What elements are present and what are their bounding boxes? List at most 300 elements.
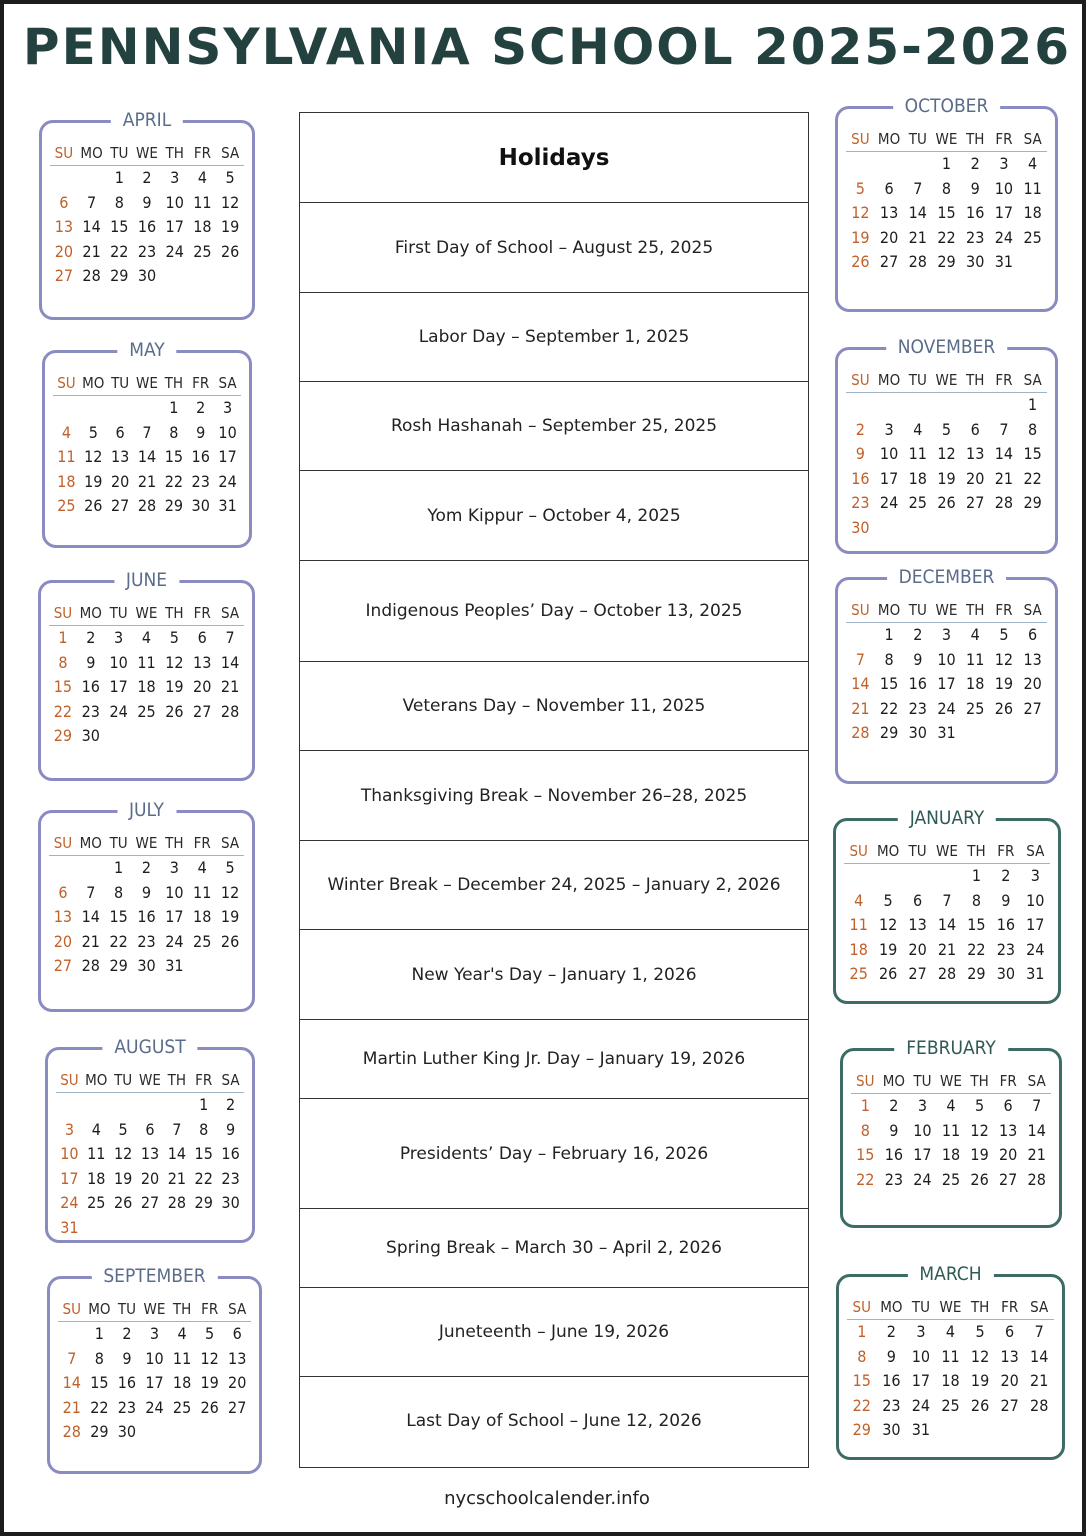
holiday-row: Last Day of School – June 12, 2026 [406, 1411, 702, 1431]
day-cell: 29 [194, 1193, 213, 1212]
holiday-row: Presidents’ Day – February 16, 2026 [300, 1099, 808, 1209]
day-cell: 7 [855, 649, 865, 669]
weekday-label: SU [851, 1069, 880, 1094]
weekday-label: SU [846, 127, 875, 152]
day-cell: 16 [851, 468, 870, 488]
day-cell: 18 [966, 674, 985, 693]
day-cell: 12 [970, 1346, 990, 1366]
day-cell: 14 [937, 915, 957, 934]
day-cell: 25 [1023, 227, 1042, 247]
day-cell: 21 [937, 939, 957, 959]
day-cell: 12 [220, 882, 240, 902]
day-cell: 12 [113, 1144, 133, 1163]
day-cell: 28 [167, 1193, 186, 1212]
month-name: JULY [117, 797, 176, 823]
day-cell: 22 [110, 241, 129, 261]
day-cell: 8 [1028, 419, 1038, 439]
day-cell: 15 [110, 217, 129, 236]
day-cell: 28 [81, 956, 100, 975]
day-cell: 28 [137, 496, 157, 515]
day-cell: 26 [84, 496, 103, 515]
weekday-label: TH [160, 601, 188, 626]
day-cell: 2 [1001, 866, 1011, 885]
day-cell: 10 [109, 652, 128, 672]
day-cell: 29 [90, 1422, 109, 1441]
month-name: JANUARY [898, 805, 996, 831]
day-cell: 29 [109, 956, 128, 975]
holidays-heading: Holidays [300, 113, 808, 203]
day-cell: 15 [53, 677, 73, 696]
month-grid [846, 368, 1047, 540]
weekday-label: FR [196, 1297, 224, 1322]
day-cell: 13 [140, 1144, 160, 1163]
day-cell: 10 [994, 178, 1014, 198]
day-cell: 4 [177, 1324, 187, 1343]
day-cell: 4 [854, 890, 864, 910]
day-cell: 1 [971, 866, 981, 885]
day-cell: 24 [994, 227, 1014, 247]
day-cell: 8 [58, 652, 68, 672]
day-cell: 23 [996, 939, 1015, 959]
month-june [38, 569, 255, 781]
day-cell: 29 [1023, 493, 1042, 512]
weekday-label: TU [110, 1068, 137, 1093]
holiday-row: Juneteenth – June 19, 2026 [300, 1288, 808, 1377]
day-cell: 16 [884, 1145, 903, 1164]
month-grid [846, 127, 1047, 275]
day-cell: 2 [196, 398, 206, 417]
day-cell: 19 [878, 939, 898, 959]
day-cell: 15 [879, 674, 899, 693]
weekday-label: TH [961, 127, 990, 152]
month-february [840, 1037, 1062, 1228]
day-cell: 14 [908, 203, 927, 222]
day-cell: 2 [889, 1096, 899, 1115]
weekday-label: SU [844, 839, 873, 864]
day-cell: 9 [913, 649, 923, 669]
day-cell: 16 [117, 1373, 137, 1392]
day-cell: 17 [60, 1168, 79, 1188]
day-cell: 28 [82, 266, 101, 285]
day-cell: 5 [225, 168, 235, 187]
month-name: FEBRUARY [894, 1035, 1008, 1061]
day-cell: 7 [999, 419, 1009, 439]
day-cell: 15 [856, 1145, 875, 1164]
day-cell: 22 [53, 701, 73, 721]
day-cell: 28 [908, 252, 927, 271]
day-cell: 2 [142, 168, 152, 187]
day-cell: 14 [167, 1144, 186, 1163]
day-cell: 25 [57, 496, 76, 515]
day-cell: 4 [197, 858, 207, 877]
weekday-label: MO [77, 831, 105, 856]
day-cell: 15 [164, 447, 183, 466]
day-cell: 3 [114, 628, 124, 647]
day-cell: 26 [970, 1169, 989, 1189]
day-cell: 17 [879, 468, 899, 488]
day-cell: 14 [220, 652, 240, 672]
month-grid [49, 601, 244, 749]
day-cell: 9 [1001, 890, 1011, 910]
day-cell: 9 [225, 1119, 236, 1139]
month-january [833, 807, 1061, 1004]
day-cell: 3 [917, 1096, 927, 1115]
weekday-label: TU [903, 839, 932, 864]
day-cell: 5 [88, 422, 98, 442]
day-cell: 8 [884, 649, 894, 669]
day-cell: 31 [937, 723, 956, 742]
day-cell: 6 [145, 1119, 155, 1139]
day-cell: 20 [1023, 674, 1042, 693]
day-cell: 23 [851, 493, 870, 512]
month-name: NOVEMBER [886, 334, 1008, 360]
weekday-label: MO [875, 368, 904, 393]
day-cell: 23 [966, 227, 985, 247]
day-cell: 5 [999, 625, 1009, 644]
day-cell: 26 [220, 931, 240, 951]
weekday-label: MO [86, 1297, 114, 1322]
weekday-label: SU [53, 371, 80, 396]
holiday-row: Yom Kippur – October 4, 2025 [300, 471, 808, 561]
day-cell: 21 [220, 677, 240, 696]
day-cell: 23 [221, 1168, 240, 1188]
day-cell: 20 [140, 1168, 160, 1188]
day-cell: 1 [941, 154, 952, 173]
empty-day [107, 396, 134, 421]
day-cell: 15 [194, 1144, 213, 1163]
weekday-label: WE [936, 1295, 966, 1320]
month-march [836, 1263, 1065, 1460]
month-grid [851, 1069, 1051, 1192]
day-cell: 3 [222, 398, 233, 417]
weekday-label: MO [875, 127, 904, 152]
weekday-label: WE [932, 127, 961, 152]
day-cell: 5 [118, 1119, 128, 1139]
day-cell: 19 [220, 217, 240, 236]
day-cell: 19 [970, 1371, 990, 1390]
day-cell: 13 [966, 444, 985, 463]
day-cell: 21 [1030, 1371, 1049, 1390]
month-name: MARCH [907, 1261, 993, 1287]
day-cell: 30 [221, 1193, 240, 1212]
holidays-table [299, 112, 809, 1468]
day-cell: 8 [860, 1120, 870, 1140]
day-cell: 2 [86, 628, 96, 647]
day-cell: 18 [57, 471, 76, 491]
empty-day [903, 393, 932, 418]
weekday-label: FR [190, 1068, 217, 1093]
day-cell: 29 [879, 723, 899, 742]
day-cell: 24 [879, 493, 899, 512]
weekday-label: TU [105, 831, 133, 856]
empty-day [78, 166, 106, 191]
weekday-label: TH [160, 371, 187, 396]
day-cell: 14 [994, 444, 1014, 463]
weekday-label: TU [105, 601, 133, 626]
day-cell: 22 [856, 1169, 875, 1189]
weekday-label: WE [937, 1069, 966, 1094]
day-cell: 4 [946, 1096, 956, 1115]
day-cell: 12 [937, 444, 956, 463]
weekday-label: SU [847, 1295, 877, 1320]
weekday-label: SA [216, 831, 244, 856]
holiday-row: Thanksgiving Break – November 26–28, 2025 [300, 751, 808, 841]
day-cell: 29 [110, 266, 129, 285]
day-cell: 20 [193, 677, 212, 696]
day-cell: 27 [140, 1193, 160, 1212]
month-grid [847, 1295, 1054, 1443]
day-cell: 7 [225, 628, 235, 647]
weekday-label: TU [107, 371, 134, 396]
day-cell: 14 [62, 1373, 81, 1392]
day-cell: 17 [1026, 915, 1045, 934]
day-cell: 17 [218, 447, 237, 466]
weekday-label: MO [875, 598, 904, 623]
day-cell: 27 [53, 956, 73, 975]
day-cell: 6 [1003, 1096, 1013, 1115]
weekday-label: SA [1018, 368, 1047, 393]
month-grid [846, 598, 1047, 746]
weekday-label: MO [77, 601, 105, 626]
day-cell: 7 [942, 890, 952, 910]
day-cell: 30 [908, 723, 927, 742]
day-cell: 4 [197, 168, 207, 187]
day-cell: 9 [142, 192, 152, 212]
day-cell: 25 [172, 1397, 192, 1417]
weekday-label: WE [137, 1068, 164, 1093]
day-cell: 19 [970, 1145, 989, 1164]
day-cell: 8 [199, 1119, 209, 1139]
day-cell: 11 [57, 447, 76, 466]
month-november [835, 336, 1058, 554]
day-cell: 22 [967, 939, 986, 959]
day-cell: 24 [145, 1397, 164, 1417]
day-cell: 26 [851, 252, 870, 271]
weekday-label: TH [160, 831, 188, 856]
weekday-label: TU [906, 1295, 936, 1320]
day-cell: 6 [1005, 1322, 1015, 1341]
day-cell: 17 [145, 1373, 164, 1392]
day-cell: 30 [851, 517, 870, 537]
day-cell: 31 [911, 1420, 931, 1439]
day-cell: 19 [937, 468, 956, 488]
day-cell: 4 [141, 628, 152, 647]
day-cell: 1 [114, 168, 124, 187]
day-cell: 26 [113, 1193, 133, 1212]
day-cell: 24 [1026, 939, 1045, 959]
day-cell: 18 [87, 1168, 106, 1188]
empty-day [903, 864, 932, 889]
day-cell: 29 [852, 1420, 871, 1439]
day-cell: 19 [220, 907, 240, 926]
day-cell: 30 [81, 726, 100, 745]
day-cell: 16 [996, 915, 1015, 934]
day-cell: 21 [851, 698, 870, 718]
day-cell: 17 [911, 1371, 931, 1390]
day-cell: 27 [908, 964, 927, 983]
empty-day [163, 1093, 190, 1118]
holiday-row: Indigenous Peoples’ Day – October 13, 2025 [300, 561, 808, 662]
empty-day [846, 623, 875, 648]
empty-day [58, 1322, 86, 1347]
day-cell: 16 [966, 203, 985, 222]
empty-day [932, 393, 961, 418]
day-cell: 8 [114, 192, 124, 212]
day-cell: 24 [913, 1169, 932, 1189]
day-cell: 13 [54, 217, 73, 236]
month-name: OCTOBER [893, 93, 1001, 119]
weekday-label: WE [141, 1297, 169, 1322]
day-cell: 30 [137, 956, 156, 975]
weekday-label: WE [932, 368, 961, 393]
day-cell: 15 [937, 203, 956, 222]
weekday-label: TH [161, 141, 189, 166]
day-cell: 3 [941, 625, 952, 644]
weekday-label: WE [932, 598, 961, 623]
empty-day [903, 152, 932, 177]
weekday-label: FR [990, 598, 1019, 623]
day-cell: 26 [200, 1397, 219, 1417]
day-cell: 29 [937, 252, 956, 271]
day-cell: 7 [913, 178, 923, 198]
day-cell: 21 [137, 471, 157, 491]
day-cell: 6 [115, 422, 125, 442]
day-cell: 20 [228, 1373, 247, 1392]
day-cell: 20 [110, 471, 130, 491]
day-cell: 21 [994, 468, 1014, 488]
day-cell: 22 [937, 227, 956, 247]
day-cell: 1 [857, 1322, 867, 1341]
weekday-label: MO [83, 1068, 110, 1093]
day-cell: 6 [59, 192, 69, 212]
empty-day [49, 856, 77, 881]
day-cell: 23 [882, 1395, 901, 1415]
day-cell: 21 [62, 1397, 81, 1417]
empty-day [50, 166, 78, 191]
day-cell: 21 [908, 227, 927, 247]
day-cell: 22 [164, 471, 183, 491]
empty-day [873, 864, 902, 889]
month-grid [53, 371, 241, 519]
day-cell: 21 [82, 241, 101, 261]
month-name: SEPTEMBER [91, 1263, 217, 1289]
day-cell: 31 [60, 1217, 79, 1237]
holiday-row: Winter Break – December 24, 2025 – January 2, 2026 [300, 841, 808, 930]
day-cell: 9 [889, 1120, 899, 1140]
day-cell: 20 [53, 931, 73, 951]
day-cell: 5 [975, 1322, 985, 1341]
empty-day [83, 1093, 110, 1118]
day-cell: 5 [205, 1324, 215, 1343]
day-cell: 3 [149, 1324, 160, 1343]
weekday-label: SA [1018, 127, 1047, 152]
weekday-label: FR [990, 127, 1019, 152]
day-cell: 18 [137, 677, 156, 696]
day-cell: 12 [200, 1348, 219, 1368]
day-cell: 26 [165, 701, 184, 721]
day-cell: 3 [884, 419, 894, 439]
day-cell: 21 [1027, 1145, 1046, 1164]
month-name: JUNE [114, 567, 179, 593]
empty-day [875, 152, 904, 177]
day-cell: 19 [200, 1373, 219, 1392]
day-cell: 11 [941, 1120, 961, 1140]
day-cell: 18 [1023, 203, 1042, 222]
day-cell: 23 [81, 701, 100, 721]
day-cell: 15 [1023, 444, 1042, 463]
day-cell: 4 [91, 1119, 101, 1139]
holiday-row: First Day of School – August 25, 2025 [300, 203, 808, 293]
day-cell: 11 [849, 915, 868, 934]
weekday-label: MO [80, 371, 107, 396]
day-cell: 10 [1026, 890, 1045, 910]
month-october [835, 95, 1058, 312]
weekday-label: SA [216, 141, 244, 166]
day-cell: 1 [199, 1095, 209, 1114]
day-cell: 7 [172, 1119, 182, 1139]
day-cell: 6 [970, 419, 980, 439]
day-cell: 25 [137, 701, 156, 721]
weekday-label: SU [49, 831, 77, 856]
empty-day [875, 393, 904, 418]
day-cell: 14 [137, 447, 157, 466]
day-cell: 24 [109, 701, 128, 721]
day-cell: 29 [967, 964, 986, 983]
month-august [45, 1036, 255, 1243]
weekday-label: WE [932, 839, 961, 864]
holiday-row: Spring Break – March 30 – April 2, 2026 [300, 1209, 808, 1288]
day-cell: 25 [941, 1395, 960, 1415]
day-cell: 5 [169, 628, 179, 647]
day-cell: 5 [225, 858, 235, 877]
month-name: AUGUST [102, 1034, 197, 1060]
day-cell: 24 [165, 241, 184, 261]
day-cell: 13 [1023, 649, 1042, 669]
day-cell: 22 [194, 1168, 213, 1188]
weekday-label: TH [961, 598, 990, 623]
weekday-label: FR [995, 1295, 1025, 1320]
day-cell: 8 [114, 882, 124, 902]
weekday-label: FR [188, 601, 216, 626]
day-cell: 22 [879, 698, 899, 718]
day-cell: 15 [90, 1373, 109, 1392]
day-cell: 6 [58, 882, 68, 902]
day-cell: 24 [937, 698, 956, 718]
day-cell: 19 [113, 1168, 133, 1188]
day-cell: 11 [87, 1144, 106, 1163]
day-cell: 18 [172, 1373, 192, 1392]
day-cell: 7 [86, 882, 96, 902]
day-cell: 23 [191, 471, 210, 491]
day-cell: 11 [966, 649, 985, 669]
day-cell: 2 [886, 1322, 896, 1341]
day-cell: 9 [886, 1346, 896, 1366]
day-cell: 6 [884, 178, 894, 198]
weekday-label: SU [56, 1068, 83, 1093]
day-cell: 27 [1000, 1395, 1019, 1415]
day-cell: 9 [141, 882, 152, 902]
day-cell: 18 [941, 1371, 960, 1390]
day-cell: 2 [141, 858, 152, 877]
day-cell: 31 [1026, 964, 1045, 983]
holiday-row: Rosh Hashanah – September 25, 2025 [300, 382, 808, 471]
weekday-label: MO [877, 1295, 907, 1320]
day-cell: 17 [913, 1145, 932, 1164]
day-cell: 24 [218, 471, 237, 491]
day-cell: 14 [81, 907, 100, 926]
month-name: APRIL [111, 107, 183, 133]
month-grid [844, 839, 1050, 987]
